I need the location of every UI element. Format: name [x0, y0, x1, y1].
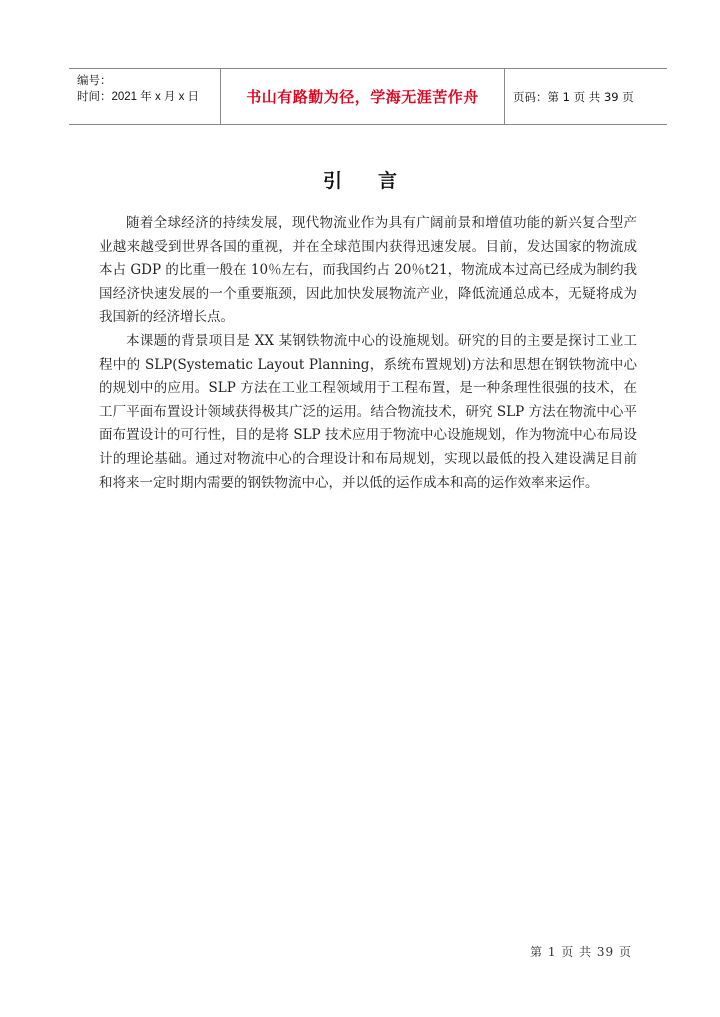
page-footer: 第 1 页 共 39 页 — [530, 945, 632, 959]
document-body — [99, 212, 637, 495]
number-label: 编号： — [77, 75, 112, 87]
header-meta — [69, 69, 221, 124]
page-header — [69, 68, 667, 125]
header-motto: 书山有路勤为径，学海无涯苦作舟 — [221, 69, 505, 124]
time-label: 时间：2021 年 x 月 x 日 — [77, 91, 200, 103]
document-title: 引言 — [322, 170, 433, 192]
header-page-label: 页码：第 1 页 共 39 页 — [513, 89, 634, 104]
paragraph: 随着全球经济的持续发展，现代物流业作为具有广阔前景和增值功能的新兴复合型产业越来越受到世界各国的重视，并在全球范围内获得迅速发展。目前，发达国家的物流成本占 GDP 的比重一般在 10％左右，而我国约占 20％t21，物流成本过高已经成为制约我国经济快速发展的一个重要瓶颈，因此加快发展物流产业，降低流通总成本，无疑将成为我国新的经济增长点。 — [99, 215, 637, 326]
paragraph: 本课题的背景项目是 XX 某钢铁物流中心的设施规划。研究的目的主要是探讨工业工程中的 SLP(Systematic Layout Planning，系统布置规划)方法和思想在钢铁物流中心的规划中的应用。SLP 方法在工业工程领域用于工程布置，是一种条理性很强的技术，在工厂平面布置设计领域获得极其广泛的运用。结合物流技术，研究 SLP 方法在物流中心平面布置设计的可行性，目的是将 SLP 技术应用于物流中心设施规划，作为物流中心布局设计的理论基础。通过对物流中心的合理设计和布局规划，实现以最低的投入建设满足目前和将来一定时期内需要的钢铁物流中心，并以低的运作成本和高的运作效率来运作。 — [99, 332, 637, 491]
